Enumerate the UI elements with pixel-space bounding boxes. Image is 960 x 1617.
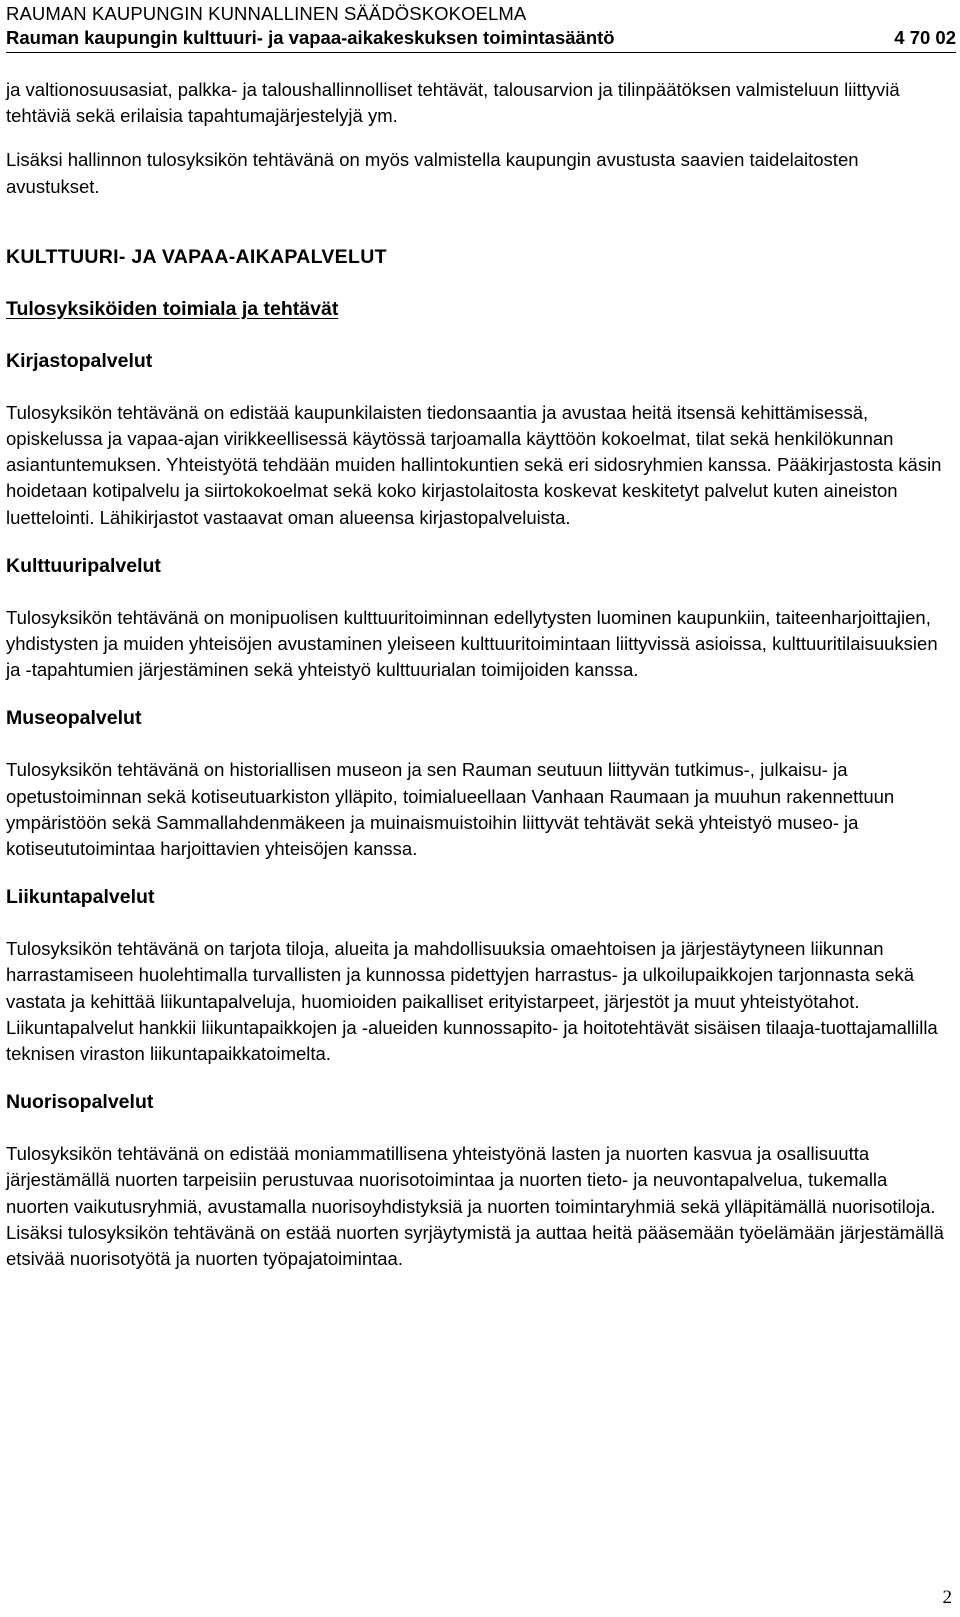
main-heading: KULTTUURI- JA VAPAA-AIKAPALVELUT [6,245,387,268]
collection-title: RAUMAN KAUPUNGIN KUNNALLINEN SÄÄDÖSKOKOELMA [6,3,527,24]
section-text-kulttuuri: Tulosyksikön tehtävänä on monipuolisen kulttuuritoiminnan edellytysten luominen kaupunkiin, taiteenharjoittajien, yhdistysten ja muiden yhteisöjen avustaminen yleiseen kulttuuritoimintaan liittyvissä asioissa, kulttuuritilaisuuksien ja -tapahtumien järjestäminen sekä yhteistyö kulttuurialan toimijoiden kanssa. [6,606,938,681]
section-text-liikunta: Tulosyksikön tehtävänä on tarjota tiloja, alueita ja mahdollisuuksia omaehtoisen ja järjestäytyneen liikunnan harrastamiseen huolehtimalla turvallisten ja kunnossa pidettyjen harrastus- ja ulkoilupaikkojen tarjonnasta sekä vastata ja kehittää liikuntapalveluja, huomioiden paikalliset erityistarpeet, järjestöt ja muut yhteistyötahot. Liikuntapalvelut hankkii liikuntapaikkojen ja -alueiden kunnossapito- ja hoitotehtävät sisäisen tilaaja-tuottajamallilla teknisen viraston liikuntapaikkatoimelta. [6,938,938,1065]
section-heading-liikunta: Liikuntapalvelut [6,886,155,909]
page-number: 2 [942,1587,952,1608]
section-heading-kirjasto: Kirjastopalvelut [6,349,153,372]
section-heading-kulttuuri: Kulttuuripalvelut [6,554,161,577]
document-title-row [6,26,956,53]
page-header [6,2,956,53]
section-heading-museo: Museopalvelut [6,707,142,730]
section-text-kirjasto: Tulosyksikön tehtävänä on edistää kaupunkilaisten tiedonsaantia ja avustaa heitä itsensä kehittämisessä, opiskelussa ja vapaa-ajan virikkeellisessä käytössä tarjoamalla käyttöön kokoelmat, tilat sekä henkilökunnan asiantuntemuksen. Yhteistyötä tehdään muiden hallintokuntien sekä eri sidosryhmien kanssa. Pääkirjastosta käsin hoidetaan kotipalvelu ja siirtokokoelmat sekä koko kirjastolaitosta koskevat keskitetyt palvelut kuten aineiston luettelointi. Lähikirjastot vastaavat oman alueensa kirjastopalveluista. [6,401,942,528]
document-body [6,77,954,1272]
intro-paragraph-2: Lisäksi hallinnon tulosyksikön tehtävänä on myös valmistella kaupungin avustusta saavien taidelaitosten avustukset. [6,149,859,197]
section-text-nuoriso: Tulosyksikön tehtävänä on edistää moniammatillisena yhteistyönä lasten ja nuorten kasvua ja osallisuutta järjestämällä nuorten tarpeisiin perustuvaa nuorisotoimintaa ja nuorten tieto- ja neuvontapalvelua, tukemalla nuorten vaikutusryhmiä, avustamalla nuorisoyhdistyksiä ja nuorten toimintaryhmiä sekä ylläpitämällä nuorisotiloja. Lisäksi tulosyksikön tehtävänä on estää nuorten syrjäytymistä ja auttaa heitä pääsemään työelämään järjestämällä etsivää nuorisotyötä ja nuorten työpajatoimintaa. [6,1143,944,1270]
section-text-museo: Tulosyksikön tehtävänä on historiallisen museon ja sen Rauman seutuun liittyvän tutkimus-, julkaisu- ja opetustoiminnan sekä kotiseutuarkiston ylläpito, toimialueellaan Vanhaan Raumaan ja muuhun rakennettuun ympäristöön sekä Sammallahdenmäkeen ja muinaismuistoihin liittyvät tehtävät sekä yhteistyö museo- ja kotiseututoimintaa harjoittavien yhteisöjen kanssa. [6,759,895,860]
section-heading-nuoriso: Nuorisopalvelut [6,1091,154,1114]
sub-heading: Tulosyksiköiden toimiala ja tehtävät [6,297,339,320]
intro-paragraph-1: ja valtionosuusasiat, palkka- ja taloushallinnolliset tehtävät, talousarvion ja tilinpäätöksen valmisteluun liittyviä tehtäviä sekä erilaisia tapahtumajärjestelyjä ym. [6,79,900,127]
document-number: 4 70 02 [894,27,956,48]
document-title: Rauman kaupungin kulttuuri- ja vapaa-aikakeskuksen toimintasääntö [6,27,615,48]
